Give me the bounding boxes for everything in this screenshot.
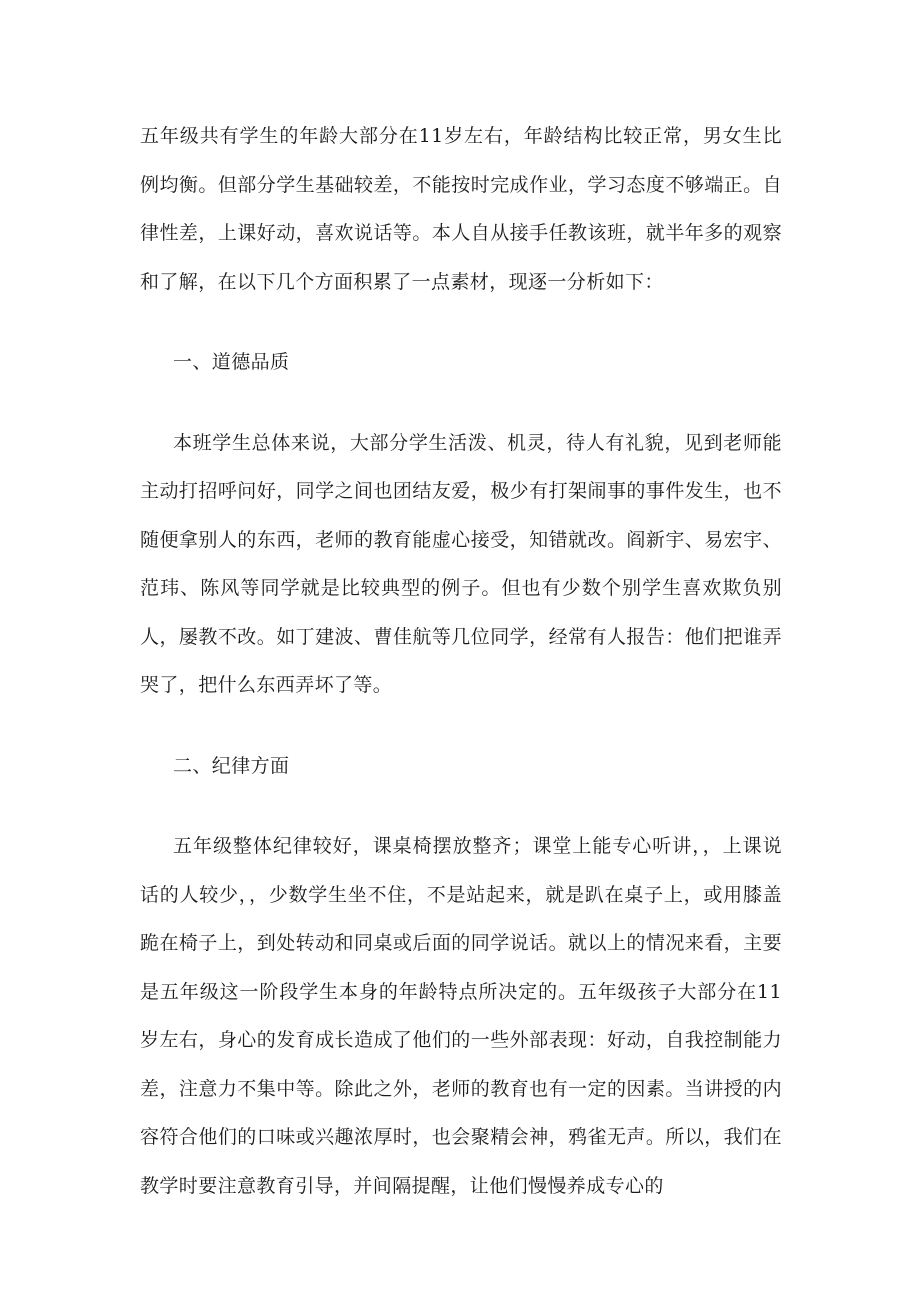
section-paragraph-moral-quality: 本班学生总体来说，大部分学生活泼、机灵，待人有礼貌，见到老师能主动打招呼问好，同学之间也团结友爱，极少有打架闹事的事件发生，也不随便拿别人的东西，老师的教育能虚心接受，知错就改。阎新宇、易宏宇、范玮、陈风等同学就是比较典型的例子。但也有少数个别学生喜欢欺负别人，屡教不改。如丁建波、曹佳航等几位同学，经常有人报告：他们把谁弄哭了，把什么东西弄坏了等。 xyxy=(140,431,782,696)
section-heading-discipline: 二、纪律方面 xyxy=(173,754,290,777)
document-body xyxy=(140,112,782,1210)
intro-paragraph: 五年级共有学生的年龄大部分在11岁左右，年龄结构比较正常，男女生比例均衡。但部分学生基础较差，不能按时完成作业，学习态度不够端正。自律性差，上课好动，喜欢说话等。本人自从接手任教该班，就半年多的观察和了解，在以下几个方面积累了一点素材，现逐一分析如下： xyxy=(140,125,782,293)
paragraph-gap xyxy=(140,790,782,822)
section-heading-moral-quality: 一、道德品质 xyxy=(173,351,290,373)
section-paragraph-discipline: 五年级整体纪律较好，课桌椅摆放整齐；课堂上能专心听讲，，上课说话的人较少，，少数学生坐不住，不是站起来，就是趴在桌子上，或用膝盖跪在椅子上，到处转动和同桌或后面的同学说话。就以上的情况来看，主要是五年级这一阶段学生本身的年龄特点所决定的。五年级孩子大部分在11岁左右，身心的发育成长造成了他们的一些外部表现：好动，自我控制能力差，注意力不集中等。除此之外，老师的教育也有一定的因素。当讲授的内容符合他们的口味或兴趣浓厚时，也会聚精会神，鸦雀无声。所以，我们在教学时要注意教育引导，并间隔提醒，让他们慢慢养成专心的 xyxy=(140,835,782,1197)
paragraph-gap xyxy=(140,306,782,338)
paragraph-gap xyxy=(140,710,782,742)
paragraph-gap xyxy=(140,387,782,419)
